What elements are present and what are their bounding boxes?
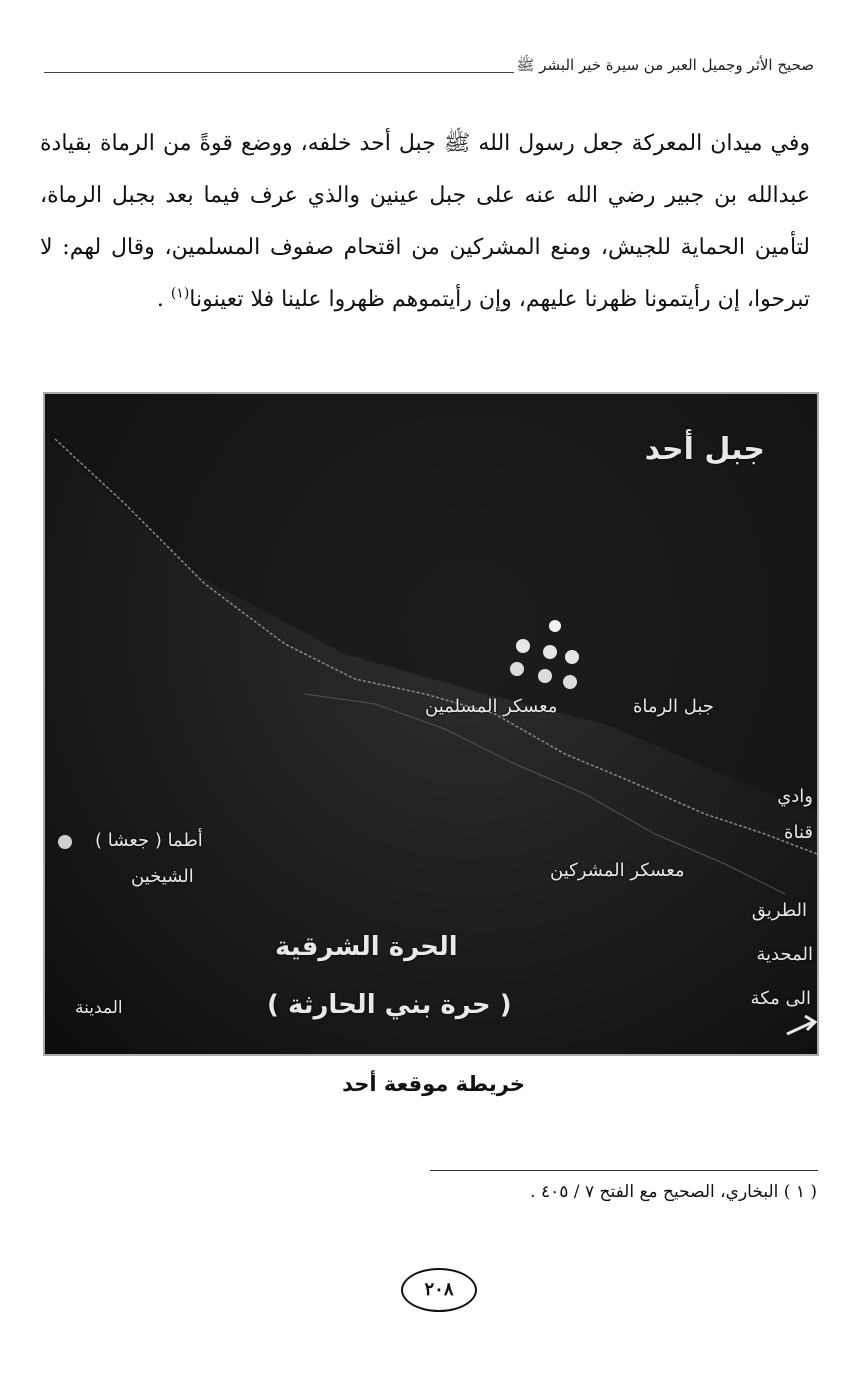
label-muslim-camp: معسكر المسلمين: [425, 696, 558, 717]
footnote-reference[interactable]: (١): [170, 285, 190, 302]
label-harra-sub: ( حرة بني الحارثة ): [267, 990, 512, 1020]
battle-map: [43, 392, 819, 1056]
map-caption: خريطة موقعة أحد: [342, 1072, 525, 1096]
archer-dot: [563, 675, 577, 689]
label-jabal-uhud: جبل أحد: [644, 432, 765, 467]
label-wadi: وادي: [777, 786, 813, 807]
label-to-makkah: الى مكة: [750, 988, 811, 1009]
body-paragraph: [40, 118, 810, 326]
archer-dot: [543, 645, 557, 659]
label-road-name: المحدية: [756, 944, 813, 965]
archer-dot: [565, 650, 579, 664]
label-archers-mountain: جبل الرماة: [633, 696, 714, 717]
page-number: ٢٠٨: [401, 1268, 477, 1312]
arrow-to-makkah-icon: [787, 1016, 815, 1034]
paragraph-text: وفي ميدان المعركة جعل رسول الله ﷺ جبل أحد خلفه، ووضع قوةً من الرماة بقيادة عبدالله بن جبير رضي الله عنه على جبل عينين والذي عرف فيما بعد بجبل الرماة، لتأمين الحماية للجيش، ومنع المشركين من اقتحام صفوف المسلمين، وقال لهم: لا تبرحوا، إن رأيتمونا ظهرنا عليهم، وإن رأيتموهم ظهروا علينا فلا تعينونا: [40, 131, 810, 312]
label-madina: المدينة: [75, 998, 123, 1018]
running-header: [44, 52, 814, 82]
label-road: الطريق: [751, 900, 807, 921]
header-rule: [44, 72, 514, 73]
label-mushrik-camp: معسكر المشركين: [550, 860, 685, 881]
archer-dot: [510, 662, 524, 676]
label-shaykhayn: الشيخين: [131, 866, 194, 887]
paragraph-end: .: [156, 287, 171, 312]
label-atam: أطما ( جعشا ): [95, 830, 203, 851]
book-title: صحيح الأثر وجميل العبر من سيرة خير البشر ﷺ: [516, 56, 814, 74]
archer-dot: [538, 669, 552, 683]
footnote: ( ١ ) البخاري، الصحيح مع الفتح ٧ / ٤٠٥ .: [530, 1182, 817, 1202]
label-qanat: قناة: [784, 822, 813, 843]
marker-dot: [58, 835, 72, 849]
footnote-rule: [430, 1170, 818, 1171]
archer-dot: [516, 639, 530, 653]
archer-dot: [549, 620, 561, 632]
label-harra: الحرة الشرقية: [275, 932, 458, 962]
